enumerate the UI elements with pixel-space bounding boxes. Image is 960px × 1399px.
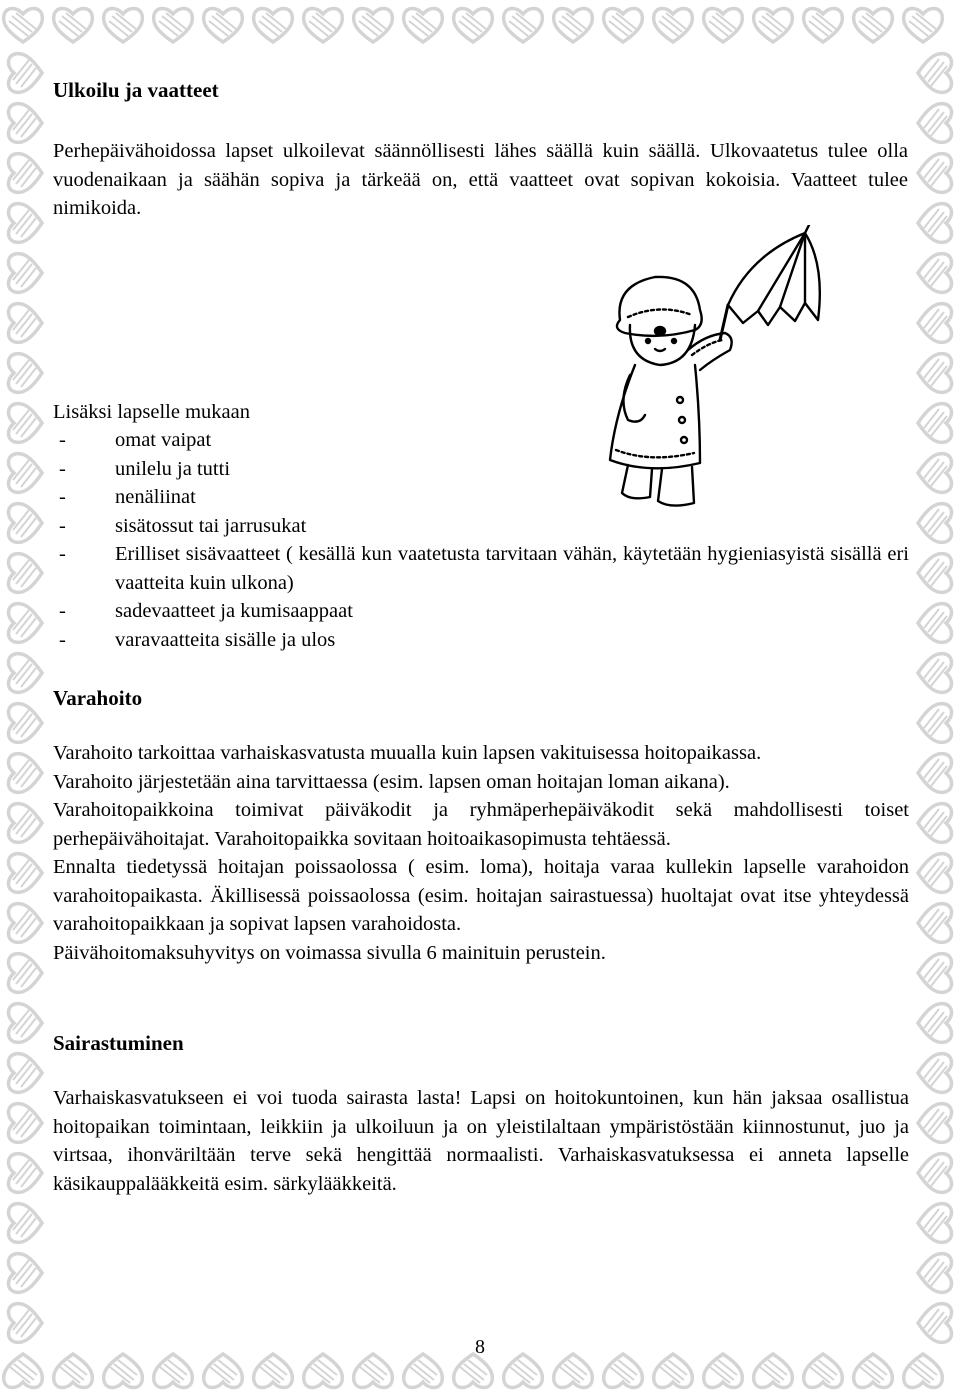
heart-icon: [2, 700, 48, 746]
heart-icon: [2, 850, 48, 896]
heart-icon: [912, 1150, 958, 1196]
heart-icon: [912, 1250, 958, 1296]
heart-icon: [650, 2, 696, 48]
heart-icon: [912, 650, 958, 696]
substitute-paragraph-5: Päivähoitomaksuhyvitys on voimassa sivulla 6 mainituin perustein.: [53, 941, 606, 964]
heart-icon: [2, 50, 48, 96]
heart-icon: [912, 100, 958, 146]
heart-icon: [400, 2, 446, 48]
list-item: - omat vaipat: [53, 426, 909, 455]
heart-icon: [150, 2, 196, 48]
heart-icon: [912, 850, 958, 896]
heart-icon: [2, 200, 48, 246]
heart-icon: [2, 950, 48, 996]
section-title-outdoor: Ulkoilu ja vaatteet: [53, 78, 219, 102]
list-item: - sadevaatteet ja kumisaappaat: [53, 597, 909, 626]
heart-icon: [2, 1250, 48, 1296]
substitute-paragraph-3: Varahoitopaikkoina toimivat päiväkodit ja ryhmäperhepäiväkodit sekä mahdollisesti toiset perhepäivähoitajat. Varahoitopaikka sovitaan hoitoaikasopimusta tehtäessä.: [53, 799, 909, 850]
heart-icon: [2, 550, 48, 596]
substitute-paragraph-1: Varahoito tarkoittaa varhaiskasvatusta muualla kuin lapsen vakituisessa hoitopaikassa.: [53, 742, 762, 764]
heart-icon: [700, 2, 746, 48]
list-item: - nenäliinat: [53, 483, 909, 512]
heart-icon: [2, 450, 48, 496]
list-item: - sisätossut tai jarrusukat: [53, 512, 909, 541]
heart-icon: [2, 900, 48, 946]
heart-icon: [912, 1200, 958, 1246]
section-title-illness: Sairastuminen: [53, 1031, 184, 1055]
heart-icon: [912, 300, 958, 346]
heart-icon: [100, 2, 146, 48]
heart-icon: [2, 1050, 48, 1096]
list-item: - unilelu ja tutti: [53, 455, 909, 484]
substitute-paragraph-2: Varahoito järjestetään aina tarvittaessa (esim. lapsen oman hoitajan loman aikana).: [53, 770, 730, 793]
heart-icon: [300, 2, 346, 48]
heart-icon: [50, 2, 96, 48]
heart-icon: [2, 1200, 48, 1246]
page-number: 8: [475, 1336, 485, 1358]
heart-icon: [912, 500, 958, 546]
heart-icon: [2, 1100, 48, 1146]
heart-icon: [850, 2, 896, 48]
outdoor-paragraph: Perhepäivähoidossa lapset ulkoilevat säännöllisesti lähes säällä kuin säällä. Ulkovaatetus tulee olla vuodenaikaan ja säähän sopiva ja tärkeää on, että vaatteet ovat sopivan kokoisia. Vaatteet tulee nimikoida.: [53, 140, 908, 219]
heart-icon: [912, 50, 958, 96]
illness-paragraph: Varhaiskasvatukseen ei voi tuoda sairasta lasta! Lapsi on hoitokuntoinen, kun hän jaksaa osallistua hoitopaikan toimintaan, leikkiin ja ulkoiluun ja on yleistilaltaan ympäristöstään kiinnostunut, juo ja virtsaa, ihonväriltään terve sekä hengittää normaalisti. Varhaiskasvatuksessa ei anneta lapselle käsikauppalääkkeitä esim. särkylääkkeitä.: [53, 1087, 909, 1195]
heart-icon: [2, 800, 48, 846]
heart-icon: [2, 100, 48, 146]
heart-icon: [2, 750, 48, 796]
heart-icon: [912, 900, 958, 946]
items-list: [53, 426, 909, 654]
heart-icon: [2, 250, 48, 296]
heart-icon: [912, 950, 958, 996]
heart-icon: [2, 350, 48, 396]
list-item: - Erilliset sisävaatteet ( kesällä kun vaatetusta tarvitaan vähän, käytetään hygieniasyistä sisällä eri vaatteita kuin ulkona): [53, 540, 909, 597]
heart-icon: [550, 2, 596, 48]
heart-icon: [2, 400, 48, 446]
heart-icon: [912, 350, 958, 396]
heart-icon: [0, 2, 46, 48]
document-body: [53, 76, 909, 1198]
heart-icon: [912, 1000, 958, 1046]
heart-icon: [2, 650, 48, 696]
heart-icon: [912, 700, 958, 746]
heart-icon: [2, 500, 48, 546]
heart-icon: [912, 150, 958, 196]
heart-icon: [900, 2, 946, 48]
heart-icon: [912, 450, 958, 496]
heart-icon: [450, 2, 496, 48]
heart-icon: [912, 550, 958, 596]
substitute-paragraph-4: Ennalta tiedetyssä hoitajan poissaolossa ( esim. loma), hoitaja varaa kullekin lapselle varahoidon varahoitopaikasta. Äkillisessä poissaolossa (esim. hoitajan sairastuessa) huoltajat ovat itse yhteydessä varahoitopaikkaan ja sopivat lapsen varahoidosta.: [53, 856, 909, 935]
heart-icon: [2, 600, 48, 646]
heart-icon: [200, 2, 246, 48]
heart-icon: [912, 250, 958, 296]
heart-icon: [600, 2, 646, 48]
heart-icon: [912, 800, 958, 846]
heart-icon: [2, 1150, 48, 1196]
heart-icon: [2, 300, 48, 346]
heart-icon: [912, 600, 958, 646]
heart-icon: [250, 2, 296, 48]
heart-icon: [912, 200, 958, 246]
heart-icon: [912, 750, 958, 796]
heart-icon: [912, 1050, 958, 1096]
heart-icon: [2, 150, 48, 196]
section-title-substitute-care: Varahoito: [53, 686, 143, 710]
list-intro: Lisäksi lapselle mukaan: [53, 400, 250, 423]
heart-icon: [912, 1100, 958, 1146]
list-item: - varavaatteita sisälle ja ulos: [53, 626, 909, 655]
heart-icon: [912, 400, 958, 446]
heart-icon: [800, 2, 846, 48]
heart-icon: [750, 2, 796, 48]
heart-icon: [350, 2, 396, 48]
heart-icon: [500, 2, 546, 48]
heart-icon: [2, 1000, 48, 1046]
